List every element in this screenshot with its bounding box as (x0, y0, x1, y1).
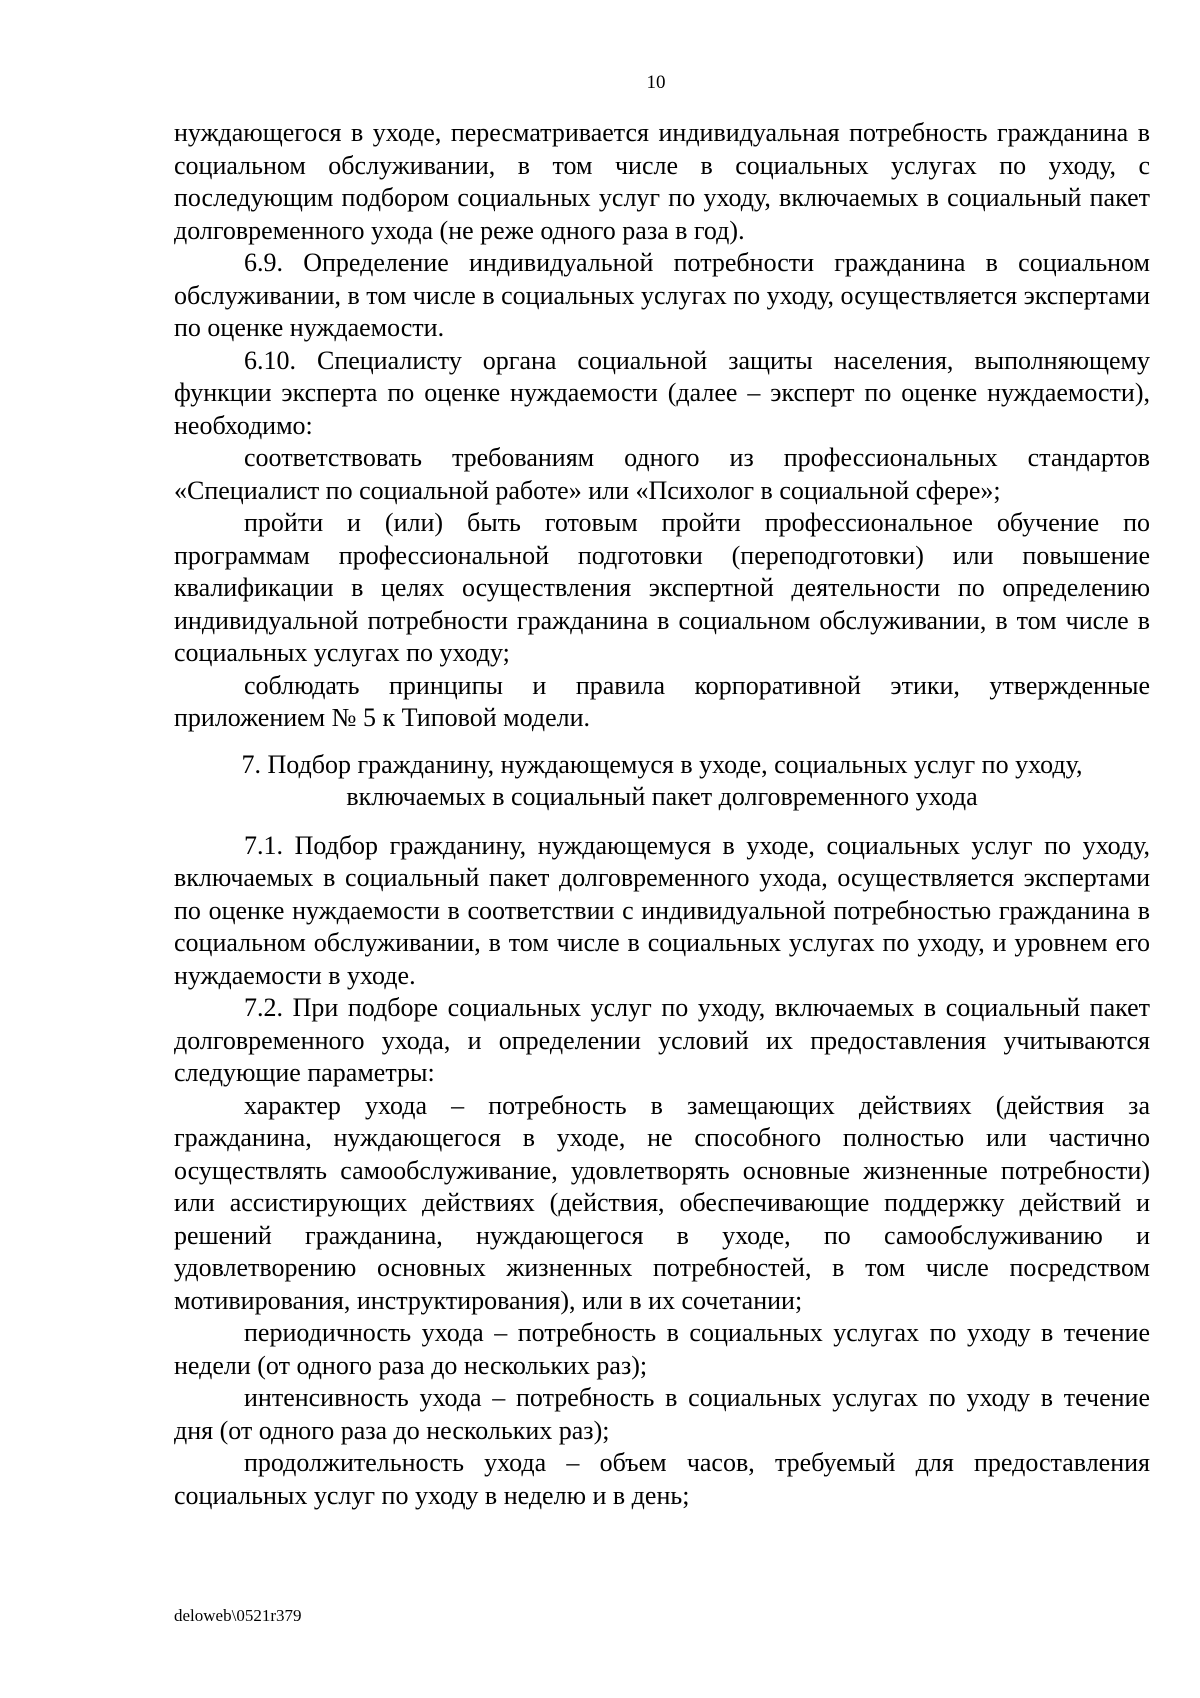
paragraph-continuation: нуждающегося в уходе, пересматривается индивидуальная потребность гражданина в социальном обслуживании, в том числе в социальных услугах по уходу, с последующим подбором социальных услуг по уходу, включаемых в социальный пакет долговременного ухода (не реже одного раза в год). (174, 118, 1150, 245)
document-body (174, 117, 1150, 1512)
paragraph-7-2: 7.2. При подборе социальных услуг по уходу, включаемых в социальный пакет долговременного ухода, и определении условий их предоставления учитываются следующие параметры: (174, 993, 1150, 1087)
paragraph-6-9: 6.9. Определение индивидуальной потребности гражданина в социальном обслуживании, в том числе в социальных услугах по уходу, осуществляется экспертами по оценке нуждаемости. (174, 248, 1150, 342)
parameter-item: характер ухода – потребность в замещающих действиях (действия за гражданина, нуждающегося в уходе, не способного полностью или частично осуществлять самообслуживание, удовлетворять основные жизненные потребности) или ассистирующих действиях (действия, обеспечивающие поддержку действий и решений гражданина, нуждающегося в уходе, по самообслуживанию и удовлетворению основных жизненных потребностей, в том числе посредством мотивирования, инструктирования), или в их сочетании; (174, 1090, 1150, 1315)
section-heading: 7. Подбор гражданину, нуждающемуся в уходе, социальных услуг по уходу, включаемых в социальный пакет долговременного ухода (241, 749, 1083, 811)
parameter-item: периодичность ухода – потребность в социальных услугах по уходу в течение недели (от одного раза до нескольких раз); (174, 1318, 1150, 1380)
parameter-item: продолжительность ухода – объем часов, требуемый для предоставления социальных услуг по уходу в неделю и в день; (174, 1448, 1150, 1510)
footer-document-code: deloweb\0521r379 (174, 1606, 302, 1625)
page-number: 10 (646, 72, 666, 93)
paragraph-7-1: 7.1. Подбор гражданину, нуждающемуся в уходе, социальных услуг по уходу, включаемых в социальный пакет долговременного ухода, осуществляется экспертами по оценке нуждаемости в соответствии с индивидуальной потребностью гражданина в социальном обслуживании, в том числе в социальных услугах по уходу, и уровнем его нуждаемости в уходе. (174, 830, 1150, 990)
requirement-item: соответствовать требованиям одного из профессиональных стандартов «Специалист по социальной работе» или «Психолог в социальной сфере»; (174, 443, 1150, 505)
parameter-item: интенсивность ухода – потребность в социальных услугах по уходу в течение дня (от одного раза до нескольких раз); (174, 1383, 1150, 1445)
requirement-item: пройти и (или) быть готовым пройти профессиональное обучение по программам профессиональной подготовки (переподготовки) или повышение квалификации в целях осуществления экспертной деятельности по определению индивидуальной потребности гражданина в социальном обслуживании, в том числе в социальных услугах по уходу; (174, 508, 1150, 667)
requirement-item: соблюдать принципы и правила корпоративной этики, утвержденные приложением № 5 к Типовой модели. (174, 670, 1150, 732)
paragraph-6-10: 6.10. Специалисту органа социальной защиты населения, выполняющему функции эксперта по оценке нуждаемости (далее – эксперт по оценке нуждаемости), необходимо: (174, 345, 1150, 440)
